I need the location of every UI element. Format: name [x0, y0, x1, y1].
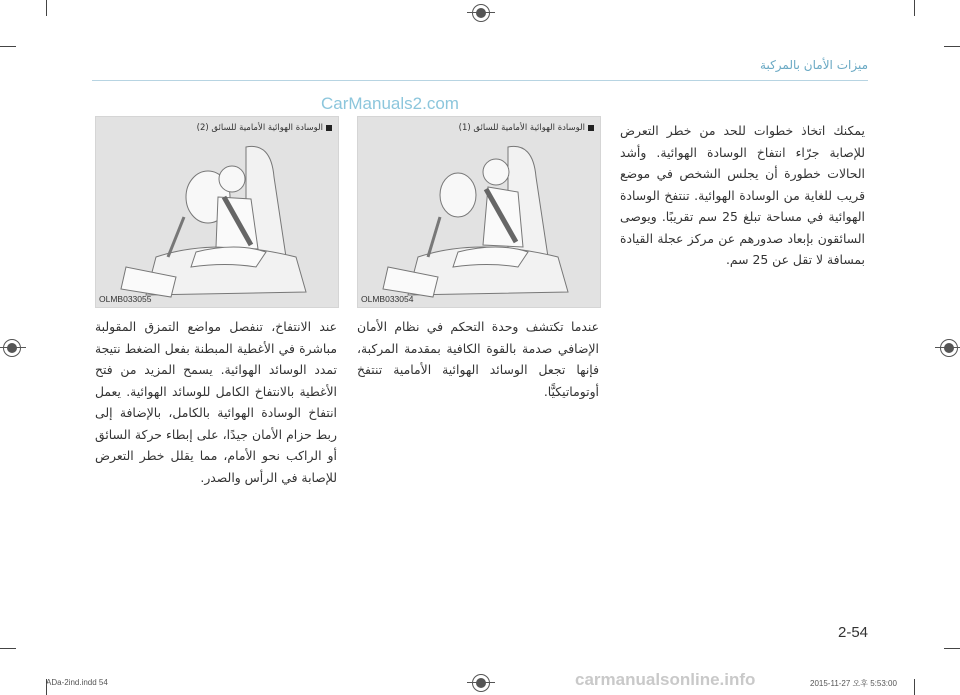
bullet-square-icon — [326, 125, 332, 131]
figure-caption-text: الوسادة الهوائية الأمامية للسائق (1) — [458, 123, 585, 133]
paragraph-middle: عندما تكتشف وحدة التحكم في نظام الأمان الإضافي صدمة بالقوة الكافية بمقدمة المركبة، فإنها تجعل الوسائد الهوائية الأمامية تنتفخ أوتوماتيكيًّا. — [357, 319, 599, 399]
paragraph-right: يمكنك اتخاذ خطوات للحد من خطر التعرض للإصابة جرّاء انتفاخ الوسادة الهوائية. وأشد الحالات خطورة أن يجلس الشخص في موضع قريب للغاية من الوسادة الهوائية. تنتفخ الوسادة الهوائية في مساحة تبلغ 25 سم تقريبًا. ويوصى السائقون بإبعاد صدورهم عن مركز عجلة القيادة بمسافة لا تقل عن 25 سم. — [620, 123, 865, 267]
crop-mark — [0, 648, 16, 649]
figure-airbag-1 — [357, 116, 601, 308]
figure-caption — [197, 123, 332, 133]
driver-airbag-illustration — [96, 117, 338, 307]
page-number: 2-54 — [838, 624, 869, 641]
crop-mark — [0, 46, 16, 47]
figure-airbag-2 — [95, 116, 339, 308]
registration-mark-top — [472, 4, 490, 22]
watermark: CarManuals2.com — [321, 94, 459, 113]
crop-mark — [46, 0, 47, 16]
footer-file-info: ADa-2ind.indd 54 — [46, 678, 108, 687]
crop-mark — [944, 46, 960, 47]
registration-mark-left — [3, 339, 21, 357]
crop-mark — [914, 0, 915, 16]
figure-caption — [459, 123, 594, 133]
figure-code: OLMB033054 — [361, 294, 414, 304]
driver-airbag-illustration — [358, 117, 600, 307]
footer-timestamp: 2015-11-27 ⁠오후 5:53:00 — [810, 679, 897, 688]
registration-mark-bottom — [472, 674, 490, 692]
header-rule — [92, 80, 868, 81]
section-header: ميزات الأمان بالمركبة — [760, 58, 868, 72]
crop-mark — [914, 679, 915, 695]
figure-code: OLMB033055 — [99, 294, 152, 304]
crop-mark — [944, 648, 960, 649]
bullet-square-icon — [588, 125, 594, 131]
footer-watermark: carmanualsonline.info — [575, 670, 756, 689]
figure-caption-text: الوسادة الهوائية الأمامية للسائق (2) — [196, 123, 323, 133]
paragraph-left: عند الانتفاخ، تنفصل مواضع التمزق المقولبة مباشرة في الأغطية المبطنة بفعل الضغط نتيجة تمدد الوسائد الهوائية. يسمح المزيد من فتح الأغطية بالانتفاخ الكامل للوسائد الهوائية. يعمل انتفاخ الوسادة الهوائية بالكامل، بالإضافة إلى ربط حزام الأمان جيدًا، على إبطاء حركة السائق أو الراكب نحو الأمام، مما يقلل خطر التعرض للإصابة في الرأس والصدر. — [95, 319, 337, 485]
registration-mark-right — [940, 339, 958, 357]
